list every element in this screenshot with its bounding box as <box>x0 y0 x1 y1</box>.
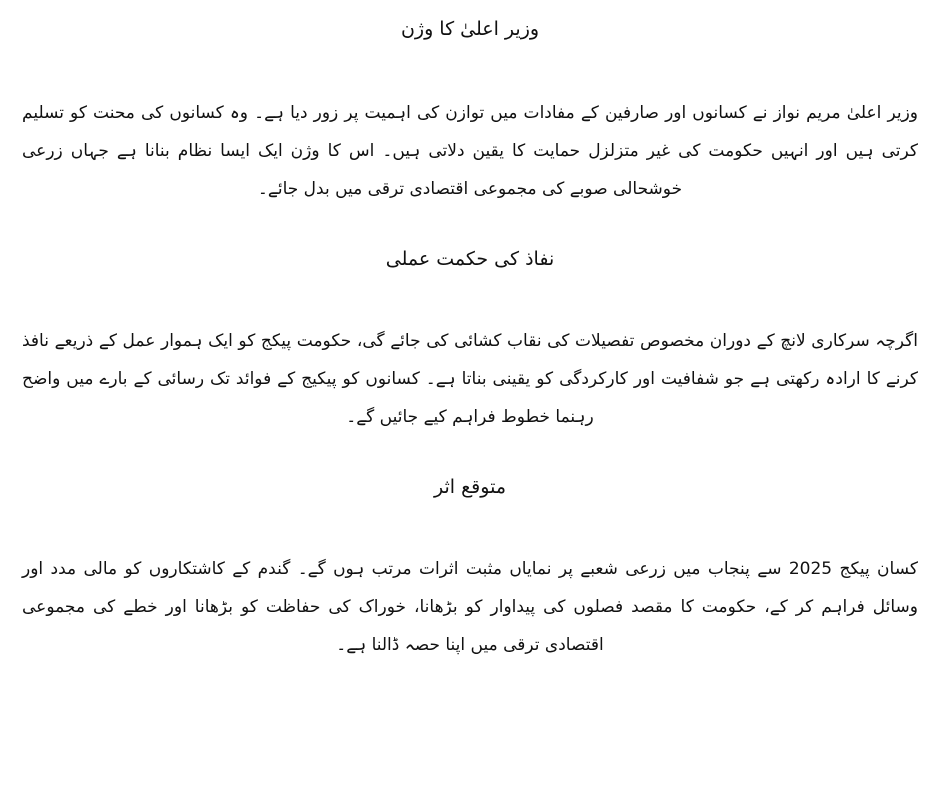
section-paragraph-expected-impact: کسان پیکج 2025 سے پنجاب میں زرعی شعبے پر نمایاں مثبت اثرات مرتب ہوں گے۔ گندم کے کاشتکاروں کو مالی مدد اور وسائل فراہم کر کے، حکومت کا مقصد فصلوں کی پیداوار کو بڑھانا، خوراک کی حفاظت کو بڑھانا اور خطے کی مجموعی اقتصادی ترقی میں اپنا حصہ ڈالنا ہے۔ <box>22 559 918 655</box>
section-heading-implementation: نفاذ کی حکمت عملی <box>385 248 555 270</box>
section-paragraph-implementation: اگرچہ سرکاری لانچ کے دوران مخصوص تفصیلات کی نقاب کشائی کی جائے گی، حکومت پیکج کو ایک ہموار عمل کے ذریعے نافذ کرنے کا ارادہ رکھتی ہے جو شفافیت اور کارکردگی کو یقینی بناتا ہے۔ کسانوں کو پیکیج کے فوائد تک رسائی کے بارے میں واضح رہنما خطوط فراہم کیے جائیں گے۔ <box>22 331 918 427</box>
section-paragraph-vision: وزیر اعلیٰ مریم نواز نے کسانوں اور صارفین کے مفادات میں توازن کی اہمیت پر زور دیا ہے۔ وہ کسانوں کی محنت کو تسلیم کرتی ہیں اور انہیں حکومت کی غیر متزلزل حمایت کا یقین دلاتی ہیں۔ اس کا وژن ایک ایسا نظام بنانا ہے جہاں زرعی خوشحالی صوبے کی مجموعی اقتصادی ترقی میں بدل جائے۔ <box>22 103 918 199</box>
section-heading-vision: وزیر اعلیٰ کا وژن <box>400 18 540 40</box>
section-heading-expected-impact: متوقع اثر <box>433 476 506 498</box>
